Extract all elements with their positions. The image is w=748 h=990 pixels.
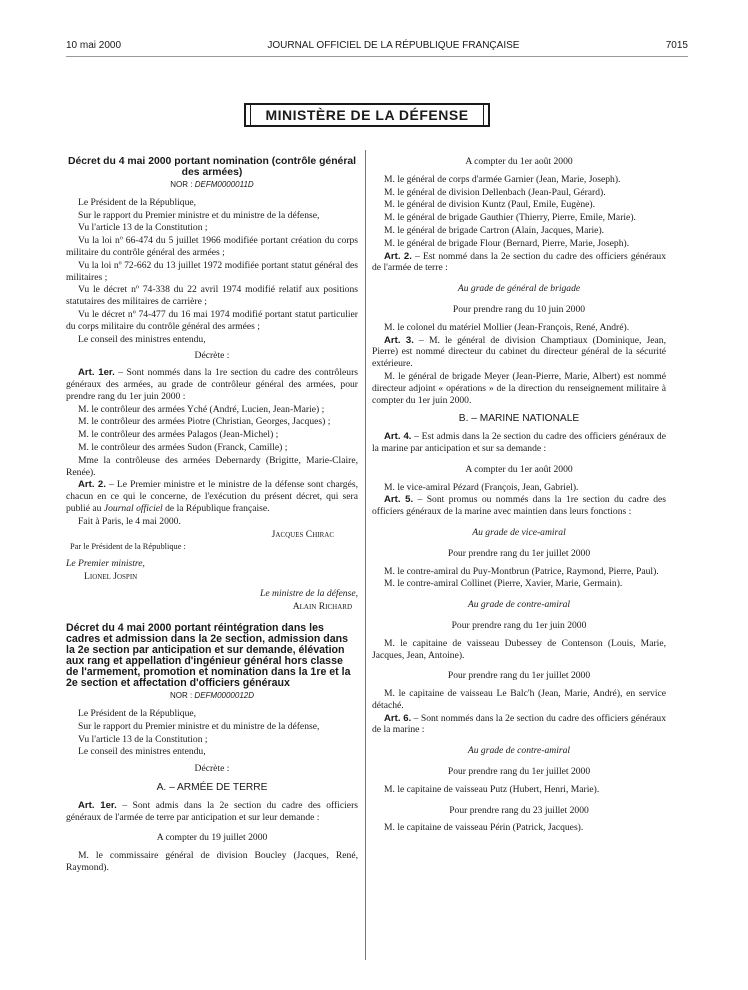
decree2-balch: M. le capitaine de vaisseau Le Balc'h (Jean, Marie, André), en service détaché. [372,688,666,711]
decree2-compter-1-aout-b: A compter du 1er août 2000 [465,463,573,475]
decree1-premier-ministre-title: Le Premier ministre, [66,558,145,570]
decree1-art1-item-0: M. le contrôleur des armées Yché (André, Lucien, Jean-Marie) ; [78,403,325,415]
decree2-article-5: Art. 5. – Sont promus ou nommés dans la 1re section du cadre des officiers généraux de la marine avec maintien dans leurs fonctions : [372,494,666,518]
page-header [66,40,688,51]
decree1-signatory: Jacques Chirac [271,528,334,540]
decree1-article-1: Art. 1er. – Sont nommés dans la 1re section du cadre des contrôleurs généraux des armées, au grade de contrôleur général des armées, pour prendre rang du 1er juin 2000 : [66,367,358,402]
decree2-section-a: A. – ARMÉE DE TERRE [156,782,268,794]
decree2-grade-vice-amiral: Au grade de vice-amiral [472,526,566,538]
decree1-ministre-title: Le ministre de la défense, [260,587,358,599]
decree2-aout-item-2: M. le général de division Kuntz (Paul, Emile, Eugène). [384,199,596,211]
decree1-fait: Fait à Paris, le 4 mai 2000. [78,515,181,527]
decree1-art1-item-2: M. le contrôleur des armées Palagos (Jean-Michel) ; [78,429,279,441]
decree2-pezard: M. le vice-amiral Pézard (François, Jean, Gabriel). [384,481,579,493]
header-rule [66,56,688,57]
decree2-aout-item-0: M. le général de corps d'armée Garnier (Jean, Marie, Joseph). [384,173,621,185]
header-journal-title: JOURNAL OFFICIEL DE LA RÉPUBLIQUE FRANÇAISE [267,40,520,51]
decree2-dubessey: M. le capitaine de vaisseau Dubessey de Contenson (Louis, Marie, Jacques, Jean, Antoine). [372,637,666,661]
decree2-vice-item-1: M. le contre-amiral Collinet (Pierre, Xavier, Marie, Germain). [384,578,623,590]
decree1-preamble-3: Vu la loi nº 66-474 du 5 juillet 1966 modifiée portant création du corps militaire du contrôle général des armées ; [66,235,358,258]
decree2-nor: NOR : DEFM0000012D [169,691,255,701]
decree1-preamble-1: Sur le rapport du Premier ministre et du ministre de la défense, [78,209,320,221]
decree1-preamble-4: Vu la loi nº 72-662 du 13 juillet 1972 modifiée portant statut général des militaires ; [66,259,358,283]
decree1-par-le-president: Par le Président de la République : [70,542,186,552]
decree2-rang-1-juillet-c: Pour prendre rang du 1er juillet 2000 [447,766,591,778]
decree2-preamble-1: Sur le rapport du Premier ministre et du ministre de la défense, [78,720,320,732]
decree2-aout-item-1: M. le général de division Dellenbach (Jean-Paul, Gérard). [384,186,606,198]
decree2-rang-23-juillet: Pour prendre rang du 23 juillet 2000 [449,804,589,816]
decree2-grade-contre-amiral-b: Au grade de contre-amiral [467,745,571,757]
decree2-rang-1-juin: Pour prendre rang du 1er juin 2000 [451,619,587,631]
decree2-rang-1-juillet: Pour prendre rang du 1er juillet 2000 [447,547,591,559]
decree2-preamble-3: Le conseil des ministres entendu, [78,746,206,758]
decree1-art1-item-3: M. le contrôleur des armées Sudon (Franck, Camille) ; [78,441,288,453]
decree2-boucley: M. le commissaire général de division Boucley (Jacques, René, Raymond). [66,850,358,874]
decree1-premier-ministre-name: Lionel Jospin [84,570,138,582]
decree2-article-2: Art. 2. – Est nommé dans la 2e section du cadre des officiers généraux de l'armée de terre : [372,250,666,274]
decree1-preamble-2: Vu l'article 13 de la Constitution ; [78,222,208,234]
decree1-art1-item-1: M. le contrôleur des armées Piotre (Christian, Georges, Jacques) ; [78,416,331,428]
decree2-preamble-0: Le Président de la République, [78,708,197,720]
decree2-article-4: Art. 4. – Est admis dans la 2e section du cadre des officiers généraux de la marine par anticipation et sur sa demande : [372,431,666,454]
left-column [66,156,358,875]
decree2-grade-contre-amiral: Au grade de contre-amiral [467,599,571,611]
decree1-preamble-7: Le conseil des ministres entendu, [78,333,206,345]
decree1-title: Décret du 4 mai 2000 portant nomination (contrôle général des armées) [67,156,357,178]
decree2-perin: M. le capitaine de vaisseau Périn (Patrick, Jacques). [384,822,584,834]
decree1-preamble-0: Le Président de la République, [78,196,197,208]
decree2-vice-item-0: M. le contre-amiral du Puy-Montbrun (Patrice, Raymond, Pierre, Paul). [384,565,659,577]
decree2-article-6: Art. 6. – Sont nommés dans la 2e section du cadre des officiers généraux de la marine : [372,712,666,736]
decree2-title: Décret du 4 mai 2000 portant réintégration dans les cadres et admission dans la 2e section, admission dans la 2e section par anticipation et sur demande, élévation aux rang et appellation d'ingénieur général hors classe de l'armement, promotion et nomination dans la 1re et la 2e section et affectation d'officiers généraux [66,622,351,690]
decree2-rang-1-juillet-b: Pour prendre rang du 1er juillet 2000 [447,670,591,682]
decree2-grade-general-brigade: Au grade de général de brigade [457,283,581,295]
decree2-compter-19-juillet: A compter du 19 juillet 2000 [156,832,268,844]
decree2-section-b: B. – MARINE NATIONALE [458,413,580,425]
decree2-mollier: M. le colonel du matériel Mollier (Jean-François, René, André). [384,321,630,333]
decree2-aout-item-4: M. le général de brigade Cartron (Alain, Jacques, Marie). [384,224,605,236]
right-column [372,156,666,835]
column-divider [365,150,366,960]
decree2-article-1: Art. 1er. – Sont admis dans la 2e section du cadre des officiers généraux de l'armée de terre par anticipation et sur leur demande : [66,799,358,823]
decree1-ministre-name: Alain Richard [292,600,352,612]
decree2-aout-item-5: M. le général de brigade Flour (Bernard, Pierre, Marie, Joseph). [384,237,630,249]
header-date: 10 mai 2000 [66,40,122,51]
decree2-preamble-2: Vu l'article 13 de la Constitution ; [78,733,208,745]
decree1-nor: NOR : DEFM0000011D [170,180,254,189]
ministry-title: MINISTÈRE DE LA DÉFENSE [250,104,483,126]
header-page-number: 7015 [665,40,688,51]
decree1-art1-item-4: Mme la contrôleuse des armées Debernardy (Brigitte, Marie-Claire, Renée). [66,454,358,478]
decree1-preamble-5: Vu le décret nº 74-338 du 22 avril 1974 modifié relatif aux positions statutaires des militaires de carrière ; [66,284,358,308]
decree2-rang-10-juin: Pour prendre rang du 10 juin 2000 [452,303,586,315]
decree2-putz: M. le capitaine de vaisseau Putz (Hubert, Henri, Marie). [384,783,600,795]
decree1-decrete: Décrète : [194,350,230,362]
decree2-article-3: Art. 3. – M. le général de division Champtiaux (Dominique, Jean, Pierre) est nommé directeur du cabinet du directeur général de la sécurité extérieure. [372,334,666,370]
ministry-title-box [244,103,490,127]
decree2-aout-item-3: M. le général de brigade Gauthier (Thierry, Pierre, Emile, Marie). [384,212,636,224]
decree1-preamble-6: Vu le décret nº 74-477 du 16 mai 1974 modifié portant statut particulier du corps militaire du contrôle général des armées ; [66,308,358,332]
decree1-article-2: Art. 2. – Le Premier ministre et le ministre de la défense sont chargés, chacun en ce qui le concerne, de l'exécution du présent décret, qui sera publié au Journal officiel de la République française. [66,479,358,514]
decree2-compter-1-aout: A compter du 1er août 2000 [465,156,573,167]
decree2-decrete: Décrète : [194,763,230,775]
decree2-meyer: M. le général de brigade Meyer (Jean-Pierre, Marie, Albert) est nommé directeur adjoint « opérations » de la direction du renseignement militaire à compter du 1er juin 2000. [372,370,666,406]
